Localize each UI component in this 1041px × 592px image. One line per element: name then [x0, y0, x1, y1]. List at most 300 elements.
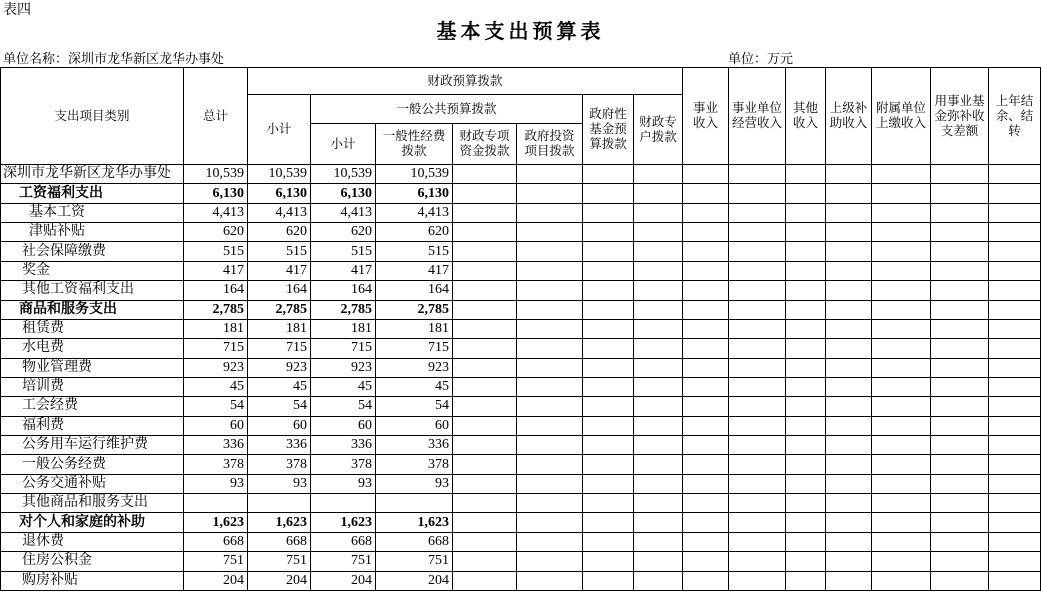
table-row — [1, 319, 1041, 338]
row-label: 深圳市龙华新区龙华办事处 — [1, 165, 184, 184]
empty-cell — [634, 513, 683, 532]
empty-cell — [583, 300, 634, 319]
table-row — [1, 165, 1041, 184]
empty-cell — [683, 416, 729, 435]
empty-cell — [453, 358, 517, 377]
empty-cell — [989, 377, 1041, 396]
empty-cell — [872, 416, 931, 435]
value-cell: 715 — [376, 339, 453, 358]
empty-cell — [786, 397, 826, 416]
empty-cell — [786, 184, 826, 203]
empty-cell — [453, 300, 517, 319]
empty-cell — [931, 165, 989, 184]
empty-cell — [826, 474, 872, 493]
empty-cell — [729, 571, 786, 590]
value-cell: 6,130 — [184, 184, 248, 203]
value-cell: 417 — [311, 261, 376, 280]
empty-cell — [872, 571, 931, 590]
empty-cell — [583, 223, 634, 242]
empty-cell — [634, 165, 683, 184]
table-row — [1, 339, 1041, 358]
value-cell: 164 — [376, 281, 453, 300]
empty-cell — [826, 184, 872, 203]
empty-cell — [931, 513, 989, 532]
value-cell: 515 — [376, 242, 453, 261]
empty-cell — [634, 339, 683, 358]
value-cell: 93 — [311, 474, 376, 493]
empty-cell — [453, 397, 517, 416]
empty-cell — [989, 513, 1041, 532]
empty-cell — [786, 552, 826, 571]
empty-cell — [583, 184, 634, 203]
value-cell: 1,623 — [248, 513, 311, 532]
header-general-fund: 一般性经费拨款 — [376, 124, 453, 165]
empty-cell — [786, 416, 826, 435]
empty-cell — [683, 300, 729, 319]
empty-cell — [786, 377, 826, 396]
empty-cell — [729, 416, 786, 435]
value-cell — [376, 494, 453, 513]
header-gov-invest: 政府投资项目拨款 — [517, 124, 583, 165]
empty-cell — [453, 377, 517, 396]
value-cell: 923 — [311, 358, 376, 377]
row-label: 福利费 — [1, 416, 184, 435]
value-cell: 668 — [184, 532, 248, 551]
empty-cell — [872, 455, 931, 474]
empty-cell — [729, 436, 786, 455]
value-cell: 45 — [248, 377, 311, 396]
value-cell: 751 — [248, 552, 311, 571]
value-cell: 620 — [184, 223, 248, 242]
row-label: 社会保障缴费 — [1, 242, 184, 261]
value-cell: 164 — [311, 281, 376, 300]
value-cell: 204 — [376, 571, 453, 590]
table-row — [1, 203, 1041, 222]
empty-cell — [872, 165, 931, 184]
empty-cell — [583, 552, 634, 571]
value-cell: 668 — [376, 532, 453, 551]
empty-cell — [872, 358, 931, 377]
empty-cell — [826, 339, 872, 358]
value-cell — [311, 494, 376, 513]
row-label: 水电费 — [1, 339, 184, 358]
empty-cell — [634, 300, 683, 319]
row-label: 一般公务经费 — [1, 455, 184, 474]
empty-cell — [729, 397, 786, 416]
empty-cell — [786, 223, 826, 242]
empty-cell — [583, 242, 634, 261]
value-cell: 4,413 — [184, 203, 248, 222]
value-cell: 378 — [376, 455, 453, 474]
empty-cell — [989, 319, 1041, 338]
empty-cell — [931, 203, 989, 222]
table-row — [1, 223, 1041, 242]
value-cell: 54 — [311, 397, 376, 416]
empty-cell — [453, 281, 517, 300]
value-cell: 6,130 — [311, 184, 376, 203]
value-cell: 417 — [376, 261, 453, 280]
empty-cell — [931, 242, 989, 261]
value-cell: 4,413 — [376, 203, 453, 222]
empty-cell — [583, 319, 634, 338]
empty-cell — [931, 184, 989, 203]
value-cell: 93 — [376, 474, 453, 493]
empty-cell — [517, 261, 583, 280]
value-cell: 1,623 — [376, 513, 453, 532]
empty-cell — [583, 339, 634, 358]
value-cell: 204 — [311, 571, 376, 590]
table-row — [1, 436, 1041, 455]
table-number-label: 表四 — [3, 3, 31, 18]
value-cell: 10,539 — [184, 165, 248, 184]
empty-cell — [453, 436, 517, 455]
empty-cell — [634, 261, 683, 280]
value-cell: 60 — [311, 416, 376, 435]
empty-cell — [683, 339, 729, 358]
empty-cell — [826, 261, 872, 280]
empty-cell — [583, 165, 634, 184]
empty-cell — [786, 261, 826, 280]
empty-cell — [786, 455, 826, 474]
empty-cell — [453, 339, 517, 358]
empty-cell — [683, 455, 729, 474]
value-cell: 2,785 — [184, 300, 248, 319]
empty-cell — [931, 358, 989, 377]
value-cell: 2,785 — [376, 300, 453, 319]
row-label: 基本工资 — [1, 203, 184, 222]
empty-cell — [989, 203, 1041, 222]
empty-cell — [786, 339, 826, 358]
empty-cell — [634, 436, 683, 455]
empty-cell — [989, 571, 1041, 590]
row-label: 津贴补贴 — [1, 223, 184, 242]
empty-cell — [872, 474, 931, 493]
empty-cell — [729, 532, 786, 551]
empty-cell — [517, 203, 583, 222]
value-cell: 10,539 — [311, 165, 376, 184]
empty-cell — [634, 455, 683, 474]
row-label: 公务交通补贴 — [1, 474, 184, 493]
value-cell: 515 — [248, 242, 311, 261]
table-row — [1, 552, 1041, 571]
empty-cell — [826, 165, 872, 184]
empty-cell — [453, 184, 517, 203]
table-row — [1, 184, 1041, 203]
value-cell: 923 — [248, 358, 311, 377]
empty-cell — [786, 532, 826, 551]
budget-table — [0, 67, 1041, 591]
empty-cell — [931, 300, 989, 319]
header-gp-subtotal: 小计 — [311, 124, 376, 165]
value-cell: 204 — [248, 571, 311, 590]
empty-cell — [683, 242, 729, 261]
empty-cell — [826, 397, 872, 416]
empty-cell — [729, 261, 786, 280]
row-label: 工会经费 — [1, 397, 184, 416]
empty-cell — [634, 377, 683, 396]
empty-cell — [989, 242, 1041, 261]
empty-cell — [583, 494, 634, 513]
empty-cell — [989, 281, 1041, 300]
empty-cell — [826, 300, 872, 319]
empty-cell — [583, 474, 634, 493]
empty-cell — [453, 223, 517, 242]
empty-cell — [453, 165, 517, 184]
empty-cell — [683, 397, 729, 416]
table-row — [1, 416, 1041, 435]
value-cell: 378 — [248, 455, 311, 474]
empty-cell — [931, 552, 989, 571]
empty-cell — [683, 494, 729, 513]
empty-cell — [453, 455, 517, 474]
empty-cell — [683, 223, 729, 242]
value-cell: 10,539 — [376, 165, 453, 184]
empty-cell — [683, 571, 729, 590]
value-cell: 620 — [376, 223, 453, 242]
table-row — [1, 261, 1041, 280]
value-cell: 1,623 — [311, 513, 376, 532]
empty-cell — [634, 552, 683, 571]
empty-cell — [989, 397, 1041, 416]
table-row — [1, 513, 1041, 532]
table-row — [1, 571, 1041, 590]
empty-cell — [683, 319, 729, 338]
empty-cell — [634, 494, 683, 513]
empty-cell — [826, 281, 872, 300]
empty-cell — [872, 377, 931, 396]
header-business-income: 事业收入 — [683, 68, 729, 165]
empty-cell — [517, 165, 583, 184]
empty-cell — [826, 513, 872, 532]
header-other-income: 其他收入 — [786, 68, 826, 165]
empty-cell — [786, 513, 826, 532]
empty-cell — [683, 261, 729, 280]
empty-cell — [989, 532, 1041, 551]
value-cell: 60 — [376, 416, 453, 435]
empty-cell — [729, 242, 786, 261]
empty-cell — [989, 416, 1041, 435]
empty-cell — [634, 203, 683, 222]
empty-cell — [872, 319, 931, 338]
empty-cell — [634, 571, 683, 590]
empty-cell — [989, 436, 1041, 455]
empty-cell — [683, 474, 729, 493]
empty-cell — [517, 339, 583, 358]
empty-cell — [453, 532, 517, 551]
empty-cell — [583, 377, 634, 396]
empty-cell — [729, 281, 786, 300]
empty-cell — [453, 242, 517, 261]
empty-cell — [872, 494, 931, 513]
empty-cell — [826, 416, 872, 435]
empty-cell — [872, 203, 931, 222]
row-label: 购房补贴 — [1, 571, 184, 590]
value-cell: 54 — [376, 397, 453, 416]
empty-cell — [583, 397, 634, 416]
empty-cell — [826, 203, 872, 222]
row-label: 对个人和家庭的补助 — [1, 513, 184, 532]
value-cell: 204 — [184, 571, 248, 590]
value-cell: 378 — [311, 455, 376, 474]
empty-cell — [931, 455, 989, 474]
empty-cell — [517, 300, 583, 319]
empty-cell — [634, 319, 683, 338]
empty-cell — [931, 397, 989, 416]
table-row — [1, 377, 1041, 396]
empty-cell — [683, 358, 729, 377]
empty-cell — [683, 513, 729, 532]
empty-cell — [634, 358, 683, 377]
empty-cell — [826, 455, 872, 474]
empty-cell — [583, 281, 634, 300]
empty-cell — [931, 223, 989, 242]
empty-cell — [989, 300, 1041, 319]
empty-cell — [517, 377, 583, 396]
row-label: 公务用车运行维护费 — [1, 436, 184, 455]
empty-cell — [826, 552, 872, 571]
empty-cell — [453, 494, 517, 513]
empty-cell — [786, 436, 826, 455]
empty-cell — [517, 494, 583, 513]
empty-cell — [931, 436, 989, 455]
empty-cell — [634, 281, 683, 300]
empty-cell — [517, 319, 583, 338]
empty-cell — [583, 455, 634, 474]
header-fiscal-budget-group: 财政预算拨款 — [248, 68, 683, 95]
value-cell: 164 — [248, 281, 311, 300]
header-category: 支出项目类别 — [1, 68, 184, 165]
empty-cell — [517, 223, 583, 242]
empty-cell — [683, 184, 729, 203]
value-cell: 715 — [248, 339, 311, 358]
value-cell: 620 — [248, 223, 311, 242]
empty-cell — [872, 281, 931, 300]
empty-cell — [729, 339, 786, 358]
table-row — [1, 397, 1041, 416]
empty-cell — [729, 184, 786, 203]
row-label: 工资福利支出 — [1, 184, 184, 203]
empty-cell — [989, 552, 1041, 571]
header-fiscal-account: 财政专户拨款 — [634, 95, 683, 165]
empty-cell — [683, 165, 729, 184]
empty-cell — [517, 358, 583, 377]
empty-cell — [729, 300, 786, 319]
value-cell: 515 — [311, 242, 376, 261]
table-row — [1, 242, 1041, 261]
empty-cell — [583, 416, 634, 435]
empty-cell — [729, 377, 786, 396]
empty-cell — [786, 494, 826, 513]
empty-cell — [931, 261, 989, 280]
empty-cell — [453, 319, 517, 338]
empty-cell — [872, 184, 931, 203]
value-cell: 715 — [311, 339, 376, 358]
empty-cell — [786, 319, 826, 338]
empty-cell — [989, 494, 1041, 513]
value-cell: 620 — [311, 223, 376, 242]
empty-cell — [517, 184, 583, 203]
empty-cell — [453, 474, 517, 493]
empty-cell — [583, 358, 634, 377]
empty-cell — [683, 203, 729, 222]
empty-cell — [872, 300, 931, 319]
empty-cell — [517, 552, 583, 571]
empty-cell — [786, 571, 826, 590]
header-fund-balance: 用事业基金弥补收支差额 — [931, 68, 989, 165]
empty-cell — [729, 223, 786, 242]
value-cell: 2,785 — [248, 300, 311, 319]
meta-line — [0, 48, 1041, 66]
empty-cell — [872, 436, 931, 455]
empty-cell — [872, 552, 931, 571]
value-cell: 336 — [184, 436, 248, 455]
empty-cell — [872, 397, 931, 416]
empty-cell — [683, 552, 729, 571]
header-gov-fund-budget: 政府性基金预算拨款 — [583, 95, 634, 165]
empty-cell — [931, 532, 989, 551]
value-cell: 923 — [376, 358, 453, 377]
empty-cell — [826, 571, 872, 590]
value-cell: 336 — [311, 436, 376, 455]
empty-cell — [872, 242, 931, 261]
table-row — [1, 494, 1041, 513]
empty-cell — [872, 532, 931, 551]
value-cell: 181 — [248, 319, 311, 338]
value-cell: 751 — [184, 552, 248, 571]
header-general-public-group: 一般公共预算拨款 — [311, 95, 583, 124]
empty-cell — [729, 165, 786, 184]
table-row — [1, 532, 1041, 551]
value-cell: 45 — [311, 377, 376, 396]
value-cell: 181 — [311, 319, 376, 338]
value-cell: 378 — [184, 455, 248, 474]
empty-cell — [453, 416, 517, 435]
value-cell — [248, 494, 311, 513]
value-cell: 668 — [311, 532, 376, 551]
empty-cell — [931, 339, 989, 358]
value-cell: 93 — [184, 474, 248, 493]
empty-cell — [931, 416, 989, 435]
empty-cell — [583, 203, 634, 222]
empty-cell — [517, 436, 583, 455]
empty-cell — [931, 494, 989, 513]
value-cell: 715 — [184, 339, 248, 358]
empty-cell — [989, 165, 1041, 184]
empty-cell — [634, 397, 683, 416]
header-prev-year-balance: 上年结余、结转 — [989, 68, 1041, 165]
value-cell: 45 — [184, 377, 248, 396]
value-cell: 60 — [248, 416, 311, 435]
header-subtotal: 小计 — [248, 95, 311, 165]
empty-cell — [931, 474, 989, 493]
empty-cell — [872, 261, 931, 280]
empty-cell — [683, 281, 729, 300]
header-total: 总计 — [184, 68, 248, 165]
empty-cell — [786, 474, 826, 493]
empty-cell — [826, 358, 872, 377]
empty-cell — [786, 165, 826, 184]
value-cell: 6,130 — [248, 184, 311, 203]
empty-cell — [683, 436, 729, 455]
header-special-fund: 财政专项资金拨款 — [453, 124, 517, 165]
empty-cell — [729, 474, 786, 493]
row-label: 其他商品和服务支出 — [1, 494, 184, 513]
unit-name-label: 单位名称：深圳市龙华新区龙华办事处 — [3, 51, 225, 66]
empty-cell — [583, 513, 634, 532]
empty-cell — [989, 358, 1041, 377]
empty-cell — [517, 397, 583, 416]
row-label: 租赁费 — [1, 319, 184, 338]
